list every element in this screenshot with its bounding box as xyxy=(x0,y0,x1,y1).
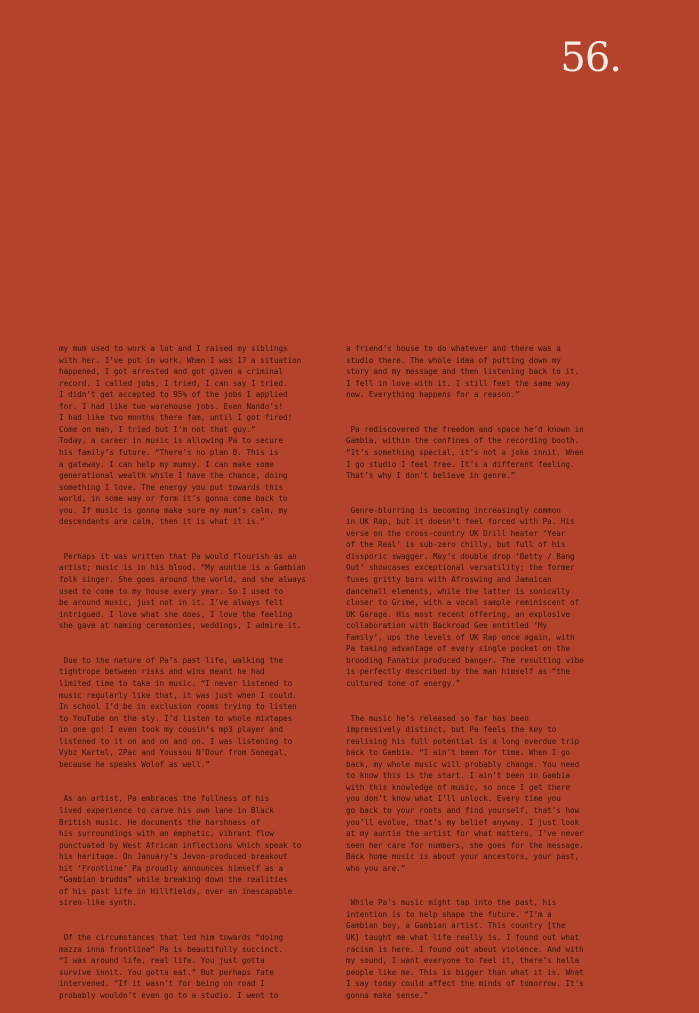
paragraph: my mum used to work a lot and I raised my siblings with her. I’ve put in work. When I was 17 a situation happened, I got arrested and got given a criminal record. I called jobs, I tried, I can say I tried. I didn’t get accepted to 95% of the jobs I applied for. I had like two warehouse jobs. Even Nando’s! I had like two months there fam, until I got fired! Come on man, I tried but I’m not that guy.” Today, a career in music is allowing Pa to secure his family’s future. “There’s no plan B. This is a gateway. I can help my mumsy. I can make some generational wealth while I have the chance, doing something I love. The energy you put towards this world, in some way or form it’s gonna come back to you. If music is gonna make sure my mum’s calm, my descendants are calm, then it is what it is.” xyxy=(59,344,302,527)
paragraph: Genre-blurring is becoming increasingly common in UK Rap, but it doesn’t feel forced with Pa. His verse on the cross-country UK Drill heater ‘Year of the Real’ is sub-zero chilly, but full of his dissporic swagger. May’s double drop ‘Betty / Bang Out’ showcases exceptional versatility; the former fuses gritty bars with Afroswing and Jamaican dancehall elements, while the latter is sonically closer to Grime, with a vocal sample reminiscent of UK Garage. His most recent offering, an explosive collaboration with Backroad Gee entitled ‘My Family’, ups the levels of UK Rap once again, with Pa taking advantage of every single pocket on the brooding Fanatix produced banger. The resulting vibe is perfectly described by the man himself as “the cultured tone of energy.” xyxy=(346,505,584,688)
article-column-right xyxy=(346,320,630,1013)
paragraph: Of the circumstances that led him towards “doing mazza inna frontline” Pa is beautifully succinct. “I was around life, real life. You just gotta survive innit. You gotta eat.” But perhaps fate intervened. “If it wasn’t for being on road I probably wouldn’t even go to a studio. I went to xyxy=(59,932,284,1000)
paragraph: Due to the nature of Pa’s past life, walking the tightrope between risks and wins meant he had limited time to take in music. “I never listened to music regularly like that, it was just when I could. In school I’d be in exclusion rooms trying to listen to YouTube on the sly. I’d listen to whole mixtapes in one go! I even took my cousin’s mp3 player and listened to it on and on and on. I was listening to Vybz Kartel, 2Pac and Youssou N’Dour from Senegal, because he speaks Wolof as well.” xyxy=(59,655,297,769)
paragraph: While Pa’s music might tap into the past, his intention is to help shape the future. “I’m a Gambian boy, a Gambian artist. This country [the UK] taught me what life really is. I found out what racism is here. I found out about violence. And with my sound, I want everyone to feel it, there’s hella people like me. This is bigger than what it is. What I say today could affect the minds of tomorrow. It’s gonna make sense.” xyxy=(346,898,584,1000)
article-column-left xyxy=(59,320,343,1013)
paragraph: As an artist, Pa embraces the fullness of his lived experience to carve his own lane in Black British music. He documents the harshness of his surroundings with an emphatic, vibrant flow punctuated by West African inflections which speak to his heritage. On January’s Jevon-produced breakout hit ‘Frontline’ Pa proudly announces himself as a “Gambian brudda” while breaking down the realities of his past life in Hillfields, over an inescapable siren-like synth. xyxy=(59,794,302,908)
paragraph: Pa rediscovered the freedom and space he’d known in Gambia, within the confines of the recording booth. “It’s something special, it’s not a joke innit. When I go studio I feel free. It’s a different feeling. That’s why I don’t believe in genre.” xyxy=(346,424,584,481)
page-number: 56. xyxy=(560,35,621,81)
paragraph: a friend’s house to do whatever and there was a studio there. The whole idea of putting down my story and my message and then listening back to it. I fell in love with it. I still feel the same way now. Everything happens for a reason.” xyxy=(346,344,580,400)
paragraph: The music he’s released so far has been impressively distinct, but Pa feels the key to realising his full potential is a long overdue trip back to Gambia. “I ain’t been for time. When I go back, my whole music will probably change. You need to know this is the start. I ain’t been in Gambia with this knowledge of music, so once I get there you don’t know what I’ll unlock. Every time you go back to your roots and find yourself, that’s how you’ll evolve, that’s my belief anyway. I just look at my auntie the artist for what matters, I’ve never seen her care for numbers, she goes for the message. Back home music is about your ancestors, your past, who you are.” xyxy=(346,713,584,873)
paragraph: Perhaps it was written that Pa would flourish as an artist; music is in his blood. “My auntie is a Gambian folk singer. She goes around the world, and she always used to come to my house every year. So I used to be around music, just not in it. I’ve always felt intrigued. I love what she does, I love the feeling she gave at naming ceremonies, weddings, I admire it. xyxy=(59,551,306,631)
